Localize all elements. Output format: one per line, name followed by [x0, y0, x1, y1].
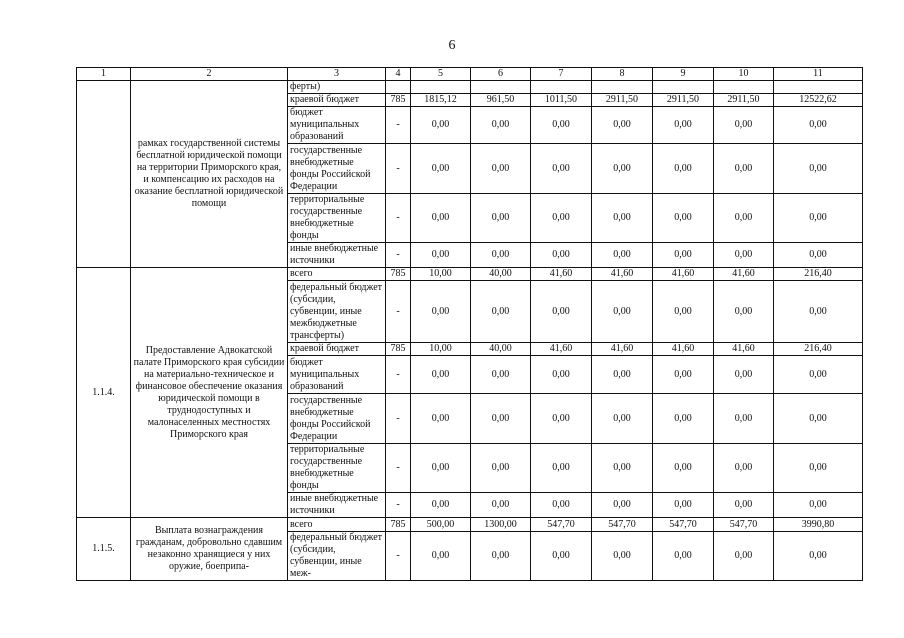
year-value: 10,00 — [411, 343, 471, 356]
page-number: 6 — [448, 38, 456, 53]
year-value: 0,00 — [653, 444, 714, 493]
year-value: 0,00 — [531, 194, 592, 243]
year-value: 0,00 — [471, 281, 531, 343]
table-row — [77, 268, 863, 281]
year-value: 500,00 — [411, 518, 471, 532]
year-value: 41,60 — [714, 268, 774, 281]
column-number: 2 — [131, 68, 288, 81]
total-value: 216,40 — [774, 343, 863, 356]
year-value: 0,00 — [653, 532, 714, 581]
item-code: 1.1.4. — [77, 268, 131, 518]
grbs-code: - — [386, 194, 411, 243]
year-value: 0,00 — [411, 356, 471, 394]
column-number-row — [77, 68, 863, 81]
year-value: 0,00 — [471, 394, 531, 444]
year-value: 1300,00 — [471, 518, 531, 532]
year-value: 0,00 — [592, 356, 653, 394]
year-value: 0,00 — [531, 243, 592, 268]
year-value: 0,00 — [592, 493, 653, 518]
year-value: 0,00 — [592, 107, 653, 144]
year-value: 547,70 — [714, 518, 774, 532]
year-value — [471, 81, 531, 94]
year-value: 0,00 — [653, 144, 714, 194]
year-value: 0,00 — [592, 394, 653, 444]
year-value: 1011,50 — [531, 94, 592, 107]
year-value: 41,60 — [592, 343, 653, 356]
funding-source: иные внебюджетные источники — [288, 493, 386, 518]
year-value: 0,00 — [531, 144, 592, 194]
year-value: 41,60 — [653, 268, 714, 281]
year-value: 41,60 — [531, 343, 592, 356]
year-value: 0,00 — [592, 144, 653, 194]
total-value — [774, 81, 863, 94]
year-value: 547,70 — [592, 518, 653, 532]
grbs-code: - — [386, 144, 411, 194]
column-number: 8 — [592, 68, 653, 81]
year-value: 41,60 — [714, 343, 774, 356]
year-value: 0,00 — [411, 243, 471, 268]
total-value: 0,00 — [774, 532, 863, 581]
year-value: 0,00 — [411, 194, 471, 243]
funding-source: краевой бюджет — [288, 343, 386, 356]
year-value: 0,00 — [714, 493, 774, 518]
item-name: Выплата вознаграждения гражданам, добровольно сдавшим незаконно хранящиеся у них оружие, боеприпа- — [131, 518, 288, 581]
year-value — [592, 81, 653, 94]
grbs-code: 785 — [386, 518, 411, 532]
year-value: 0,00 — [471, 444, 531, 493]
year-value: 0,00 — [471, 194, 531, 243]
year-value: 40,00 — [471, 343, 531, 356]
year-value: 0,00 — [411, 144, 471, 194]
year-value: 0,00 — [592, 243, 653, 268]
total-value: 0,00 — [774, 394, 863, 444]
grbs-code: - — [386, 356, 411, 394]
year-value: 0,00 — [714, 194, 774, 243]
table-row — [77, 518, 863, 532]
column-number: 9 — [653, 68, 714, 81]
year-value: 0,00 — [471, 144, 531, 194]
grbs-code: 785 — [386, 343, 411, 356]
item-name: рамках государственной системы бесплатной юридической помощи на территории Приморского края, и компенсацию их расходов на оказание бесплатной юридической помощи — [131, 81, 288, 268]
grbs-code: - — [386, 493, 411, 518]
year-value — [411, 81, 471, 94]
total-value: 216,40 — [774, 268, 863, 281]
total-value: 0,00 — [774, 493, 863, 518]
total-value: 0,00 — [774, 144, 863, 194]
item-name: Предоставление Адвокатской палате Приморского края субсидии на материально-техническое и финансовое обеспечение оказания юридической помощи в труднодоступных и малонаселенных местностях Приморского края — [131, 268, 288, 518]
year-value: 0,00 — [471, 243, 531, 268]
total-value: 0,00 — [774, 194, 863, 243]
column-number: 10 — [714, 68, 774, 81]
year-value: 0,00 — [714, 243, 774, 268]
funding-source: иные внебюджетные источники — [288, 243, 386, 268]
year-value: 0,00 — [531, 356, 592, 394]
year-value: 0,00 — [714, 281, 774, 343]
total-value: 0,00 — [774, 243, 863, 268]
year-value: 547,70 — [653, 518, 714, 532]
funding-source: федеральный бюджет (субсидии, субвенции, иные меж- — [288, 532, 386, 581]
funding-source: ферты) — [288, 81, 386, 94]
funding-source: краевой бюджет — [288, 94, 386, 107]
total-value: 3990,80 — [774, 518, 863, 532]
year-value: 0,00 — [714, 107, 774, 144]
year-value: 0,00 — [531, 444, 592, 493]
year-value: 0,00 — [471, 107, 531, 144]
year-value: 0,00 — [411, 444, 471, 493]
funding-source: всего — [288, 268, 386, 281]
column-number: 11 — [774, 68, 863, 81]
funding-source: государственные внебюджетные фонды Российской Федерации — [288, 394, 386, 444]
total-value: 0,00 — [774, 281, 863, 343]
year-value: 0,00 — [592, 194, 653, 243]
grbs-code: - — [386, 243, 411, 268]
table-row — [77, 81, 863, 94]
column-number: 6 — [471, 68, 531, 81]
year-value: 0,00 — [653, 281, 714, 343]
year-value: 0,00 — [592, 532, 653, 581]
grbs-code: 785 — [386, 268, 411, 281]
year-value: 0,00 — [531, 281, 592, 343]
column-number: 7 — [531, 68, 592, 81]
funding-source: федеральный бюджет (субсидии, субвенции, иные межбюджетные трансферты) — [288, 281, 386, 343]
year-value: 0,00 — [714, 356, 774, 394]
total-value: 12522,62 — [774, 94, 863, 107]
funding-source: бюджет муниципальных образований — [288, 107, 386, 144]
table-body — [77, 81, 863, 581]
year-value: 547,70 — [531, 518, 592, 532]
year-value: 0,00 — [653, 394, 714, 444]
year-value: 0,00 — [592, 281, 653, 343]
year-value: 0,00 — [411, 281, 471, 343]
year-value: 0,00 — [714, 394, 774, 444]
year-value: 961,50 — [471, 94, 531, 107]
grbs-code — [386, 81, 411, 94]
grbs-code: - — [386, 394, 411, 444]
year-value: 0,00 — [653, 107, 714, 144]
funding-source: территориальные государственные внебюджетные фонды — [288, 444, 386, 493]
year-value: 0,00 — [411, 394, 471, 444]
year-value: 0,00 — [653, 356, 714, 394]
column-number: 4 — [386, 68, 411, 81]
budget-table — [76, 67, 863, 581]
funding-source: всего — [288, 518, 386, 532]
year-value — [531, 81, 592, 94]
year-value: 0,00 — [531, 493, 592, 518]
year-value: 0,00 — [714, 532, 774, 581]
year-value: 0,00 — [411, 532, 471, 581]
year-value: 0,00 — [411, 107, 471, 144]
year-value: 0,00 — [714, 444, 774, 493]
total-value: 0,00 — [774, 107, 863, 144]
grbs-code: - — [386, 444, 411, 493]
grbs-code: - — [386, 107, 411, 144]
column-number: 1 — [77, 68, 131, 81]
year-value: 0,00 — [531, 107, 592, 144]
year-value: 0,00 — [471, 493, 531, 518]
year-value: 0,00 — [653, 194, 714, 243]
year-value — [653, 81, 714, 94]
year-value — [714, 81, 774, 94]
year-value: 40,00 — [471, 268, 531, 281]
total-value: 0,00 — [774, 356, 863, 394]
year-value: 0,00 — [471, 356, 531, 394]
year-value: 10,00 — [411, 268, 471, 281]
item-code — [77, 81, 131, 268]
year-value: 0,00 — [411, 493, 471, 518]
grbs-code: 785 — [386, 94, 411, 107]
funding-source: бюджет муниципальных образований — [288, 356, 386, 394]
column-number: 5 — [411, 68, 471, 81]
year-value: 0,00 — [653, 493, 714, 518]
year-value: 1815,12 — [411, 94, 471, 107]
grbs-code: - — [386, 281, 411, 343]
year-value: 0,00 — [531, 394, 592, 444]
funding-source: территориальные государственные внебюджетные фонды — [288, 194, 386, 243]
year-value: 41,60 — [531, 268, 592, 281]
year-value: 0,00 — [592, 444, 653, 493]
year-value: 0,00 — [531, 532, 592, 581]
year-value: 0,00 — [653, 243, 714, 268]
column-number: 3 — [288, 68, 386, 81]
item-code: 1.1.5. — [77, 518, 131, 581]
year-value: 0,00 — [471, 532, 531, 581]
year-value: 2911,50 — [653, 94, 714, 107]
year-value: 2911,50 — [592, 94, 653, 107]
total-value: 0,00 — [774, 444, 863, 493]
grbs-code: - — [386, 532, 411, 581]
year-value: 0,00 — [714, 144, 774, 194]
year-value: 41,60 — [592, 268, 653, 281]
year-value: 41,60 — [653, 343, 714, 356]
funding-source: государственные внебюджетные фонды Российской Федерации — [288, 144, 386, 194]
year-value: 2911,50 — [714, 94, 774, 107]
